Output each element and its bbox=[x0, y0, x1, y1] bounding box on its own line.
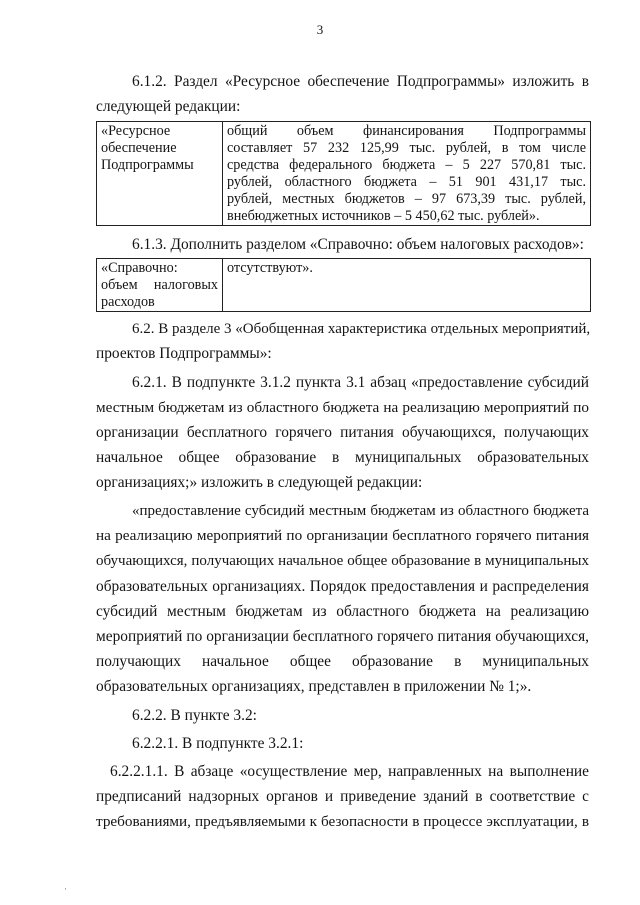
paragraph-line: 6.1.3. Дополнить разделом «Справочно: объем налоговых расходов»: bbox=[132, 236, 584, 253]
paragraph-line: предписаний надзорных органов и приведение зданий в соответствие с bbox=[96, 788, 589, 805]
paragraph-line: 6.2.2. В пункте 3.2: bbox=[132, 707, 257, 724]
paragraph-line: местным бюджетам из областного бюджета на реализацию мероприятий по bbox=[96, 399, 589, 416]
paragraph-line: 6.2.1. В подпункте 3.1.2 пункта 3.1 абзац «предоставление субсидий bbox=[132, 374, 589, 391]
paragraph-line: начальное общее образование в муниципальных образовательных bbox=[96, 449, 589, 466]
paragraph-line: на реализацию мероприятий по организации бесплатного горячего питания bbox=[96, 527, 589, 544]
cell-line: обеспечение bbox=[101, 140, 177, 156]
cell-line: рублей, местных бюджетов – 97 673,39 тыс. рублей, bbox=[227, 191, 586, 207]
cell-line: внебюджетных источников – 5 450,62 тыс. рублей». bbox=[227, 208, 540, 224]
paragraph-line: требованиями, предъявляемыми к безопасности в процессе эксплуатации, в bbox=[96, 813, 589, 830]
cell-line: Подпрограммы bbox=[101, 157, 194, 173]
cell-line: средства федерального бюджета – 5 227 570,81 тыс. bbox=[227, 157, 586, 173]
paragraph-line: 6.2.2.1. В подпункте 3.2.1: bbox=[132, 735, 304, 752]
paragraph-line: мероприятий по организации бесплатного горячего питания обучающихся, bbox=[96, 628, 589, 645]
paragraph-line: «предоставление субсидий местным бюджетам из областного бюджета bbox=[132, 503, 589, 519]
paragraph-line: 6.2.2.1.1. В абзаце «осуществление мер, направленных на выполнение bbox=[110, 763, 589, 780]
margin-mark: · bbox=[64, 884, 67, 894]
paragraph-line: образовательных организациях. Порядок предоставления и распределения bbox=[96, 578, 589, 595]
table-cell-value bbox=[223, 122, 591, 226]
paragraph-line: следующей редакции: bbox=[96, 98, 241, 115]
page-number: 3 bbox=[316, 22, 324, 37]
paragraph-line: 6.2. В разделе 3 «Обобщенная характеристика отдельных мероприятий, bbox=[132, 321, 591, 337]
paragraph-line: организациях;» изложить в следующей редакции: bbox=[96, 474, 423, 491]
cell-line: расходов bbox=[101, 294, 155, 310]
table-row bbox=[97, 259, 591, 312]
cell-line: объем налоговых bbox=[101, 277, 218, 293]
tax-expenditure-table bbox=[96, 258, 591, 312]
paragraph-line: образовательных организациях, представлен в приложении № 1;». bbox=[96, 678, 532, 695]
table-cell-value bbox=[223, 259, 591, 312]
resource-provision-table bbox=[96, 121, 591, 226]
table-row bbox=[97, 122, 591, 226]
cell-line: «Ресурсное bbox=[101, 123, 171, 139]
cell-line: «Справочно: bbox=[101, 260, 178, 276]
paragraph-line: субсидий местным бюджетам из областного бюджета на реализацию bbox=[96, 603, 589, 620]
cell-line: отсутствуют». bbox=[227, 260, 313, 276]
cell-line: составляет 57 232 125,99 тыс. рублей, в том числе bbox=[227, 140, 586, 156]
paragraph-line: 6.1.2. Раздел «Ресурсное обеспечение Подпрограммы» изложить в bbox=[132, 73, 589, 90]
cell-line: рублей, областного бюджета – 51 901 431,17 тыс. bbox=[227, 174, 586, 190]
paragraph-line: организации бесплатного горячего питания обучающихся, получающих bbox=[96, 424, 589, 441]
paragraph-line: обучающихся, получающих начальное общее образование в муниципальных bbox=[96, 553, 589, 569]
paragraph-line: получающих начальное общее образование в муниципальных bbox=[96, 653, 589, 670]
table-cell-label bbox=[97, 259, 223, 312]
cell-line: общий объем финансирования Подпрограммы bbox=[227, 123, 586, 139]
table-cell-label bbox=[97, 122, 223, 226]
paragraph-line: проектов Подпрограммы»: bbox=[96, 345, 272, 362]
